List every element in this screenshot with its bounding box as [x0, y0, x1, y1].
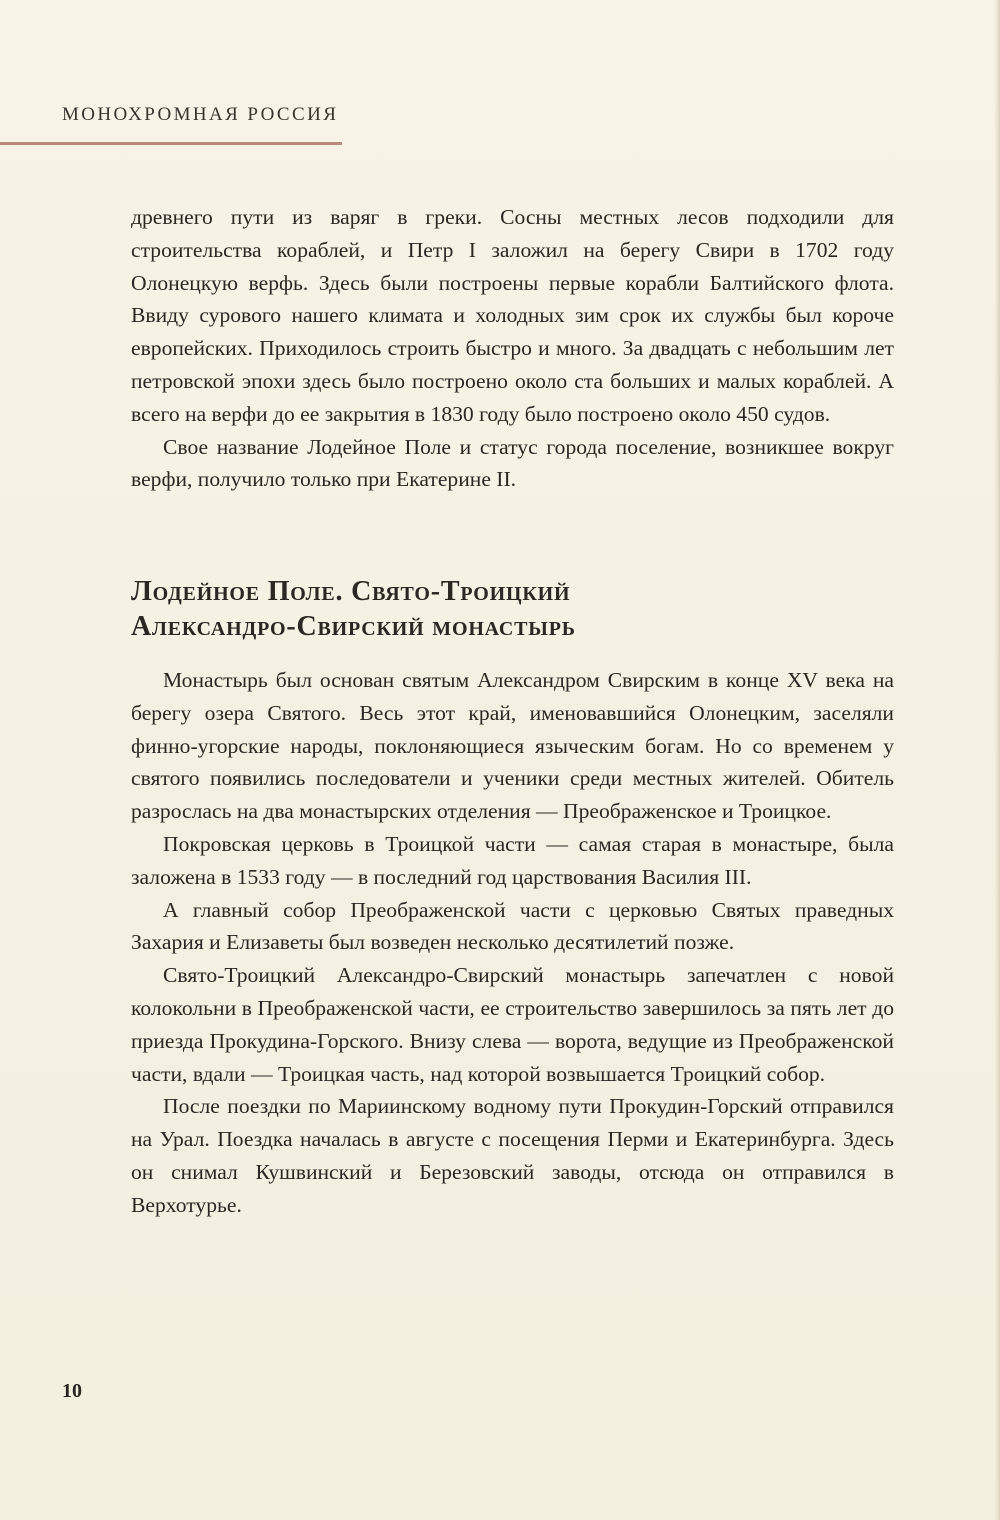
section-title-line-2: Александро-Свирский монастырь: [131, 611, 576, 642]
section-title-line-1: Лодейное Поле. Свято-Троицкий: [131, 576, 571, 607]
paragraph: А главный собор Преображенской части с церковью Святых праведных Захария и Елизаветы был возведен несколько десятилетий позже.: [131, 897, 894, 955]
section-title: [131, 574, 894, 644]
paragraph: Свято-Троицкий Александро-Свирский монастырь запечатлен с новой колокольни в Преображенской части, ее строительство завершилось за пять лет до приезда Прокудина-Горского. Внизу слева — ворота, ведущие из Преображенской части, вдали — Троицкая часть, над которой возвышается Троицкий собор.: [131, 963, 894, 1086]
paragraph: Монастырь был основан святым Александром Свирским в конце XV века на берегу озера Святого. Весь этот край, именовавшийся Олонецким, заселяли финно-угорские народы, поклоняющиеся языческим богам. Но со временем у святого появились последователи и ученики среди местных жителей. Обитель разрослась на два монастырских отделения — Преображенское и Троицкое.: [131, 668, 894, 824]
intro-text: [131, 201, 894, 496]
paragraph: Свое название Лодейное Поле и статус города поселение, возникшее вокруг верфи, получило только при Екатерине II.: [131, 434, 894, 492]
section-text: [131, 664, 894, 1222]
page-number: 10: [62, 1380, 82, 1402]
running-head-rule: [0, 142, 342, 145]
paragraph: Покровская церковь в Троицкой части — самая старая в монастыре, была заложена в 1533 году — в последний год царствования Василия III.: [131, 831, 894, 889]
paragraph: После поездки по Мариинскому водному пути Прокудин-Горский отправился на Урал. Поездка началась в августе с посещения Перми и Екатеринбурга. Здесь он снимал Кушвинский и Березовский заводы, отсюда он отправился в Верхотурье.: [131, 1094, 894, 1217]
page-edge: [994, 0, 1000, 1520]
paragraph: древнего пути из варяг в греки. Сосны местных лесов подходили для строительства кораблей, и Петр I заложил на берегу Свири в 1702 году Олонецкую верфь. Здесь были построены первые корабли Балтийского флота. Ввиду сурового нашего климата и холодных зим срок их службы был короче европейских. Приходилось строить быстро и много. За двадцать с небольшим лет петровской эпохи здесь было построено около ста больших и малых кораблей. А всего на верфи до ее закрытия в 1830 году было построено около 450 судов.: [131, 205, 894, 426]
running-head: МОНОХРОМНАЯ РОССИЯ: [62, 104, 339, 125]
